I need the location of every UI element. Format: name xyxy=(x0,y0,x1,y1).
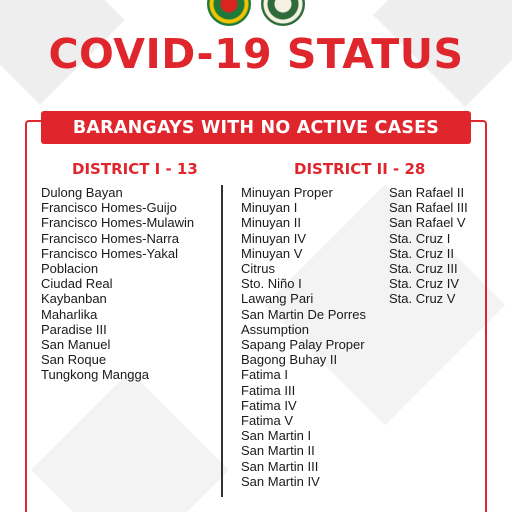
barangay-item: Minuyan V xyxy=(241,245,303,261)
barangay-item: Sta. Cruz II xyxy=(389,245,455,261)
column-divider xyxy=(221,185,223,497)
district-1-heading: DISTRICT I - 13 xyxy=(72,160,198,178)
district-2-heading: DISTRICT II - 28 xyxy=(294,160,426,178)
barangay-item: Paradise III xyxy=(41,321,107,337)
district-2-list-b xyxy=(389,185,468,307)
barangay-item: Tungkong Mangga xyxy=(41,367,149,383)
barangay-item: Sta. Cruz IV xyxy=(389,276,460,292)
barangay-item: Assumption xyxy=(241,321,309,337)
barangay-item: Minuyan Proper xyxy=(241,185,333,200)
barangay-item: Minuyan IV xyxy=(241,230,307,246)
barangay-item: San Martin IV xyxy=(241,473,320,489)
barangay-item: Francisco Homes-Yakal xyxy=(41,245,179,261)
barangay-item: San Martin III xyxy=(241,458,319,474)
barangay-item: Sto. Niño I xyxy=(241,276,302,292)
barangay-item: Francisco Homes-Guijo xyxy=(41,200,177,216)
barangay-item: San Manuel xyxy=(41,337,111,353)
barangay-item: Bagong Buhay II xyxy=(241,352,338,368)
barangay-item: Minuyan II xyxy=(241,215,301,231)
barangay-item: Lawang Pari xyxy=(241,291,314,307)
section-banner xyxy=(41,111,471,144)
barangay-item: Kaybanban xyxy=(41,291,107,307)
barangay-item: Fatima III xyxy=(241,382,296,398)
barangay-item: San Rafael II xyxy=(389,185,465,200)
banner-label: BARANGAYS WITH NO ACTIVE CASES xyxy=(72,117,440,138)
barangay-item: Fatima I xyxy=(241,367,288,383)
barangay-item: Fatima V xyxy=(241,413,294,429)
barangay-item: Dulong Bayan xyxy=(41,185,123,200)
barangay-item: Fatima IV xyxy=(241,397,297,413)
page-title: COVID-19 STATUS xyxy=(48,30,464,78)
barangay-item: Minuyan I xyxy=(241,200,298,216)
district-1-list xyxy=(41,185,194,383)
barangay-item: Sta. Cruz V xyxy=(389,291,456,307)
barangay-item: Poblacion xyxy=(41,261,99,277)
district-2-list-a xyxy=(241,185,366,489)
seal-logos xyxy=(0,0,512,28)
barangay-item: San Martin II xyxy=(241,443,315,459)
barangay-item: San Rafael V xyxy=(389,215,466,231)
city-seal-logo xyxy=(207,0,251,26)
barangay-item: Sta. Cruz III xyxy=(389,261,458,277)
barangay-item: Sta. Cruz I xyxy=(389,230,451,246)
barangay-item: San Rafael III xyxy=(389,200,468,216)
barangay-item: San Martin I xyxy=(241,428,312,444)
agency-seal-logo xyxy=(261,0,305,26)
barangay-item: Ciudad Real xyxy=(41,276,113,292)
barangay-item: San Roque xyxy=(41,352,107,368)
barangay-item: Maharlika xyxy=(41,306,98,322)
barangay-item: Francisco Homes-Narra xyxy=(41,230,179,246)
barangay-item: Citrus xyxy=(241,261,275,277)
barangay-item: San Martin De Porres xyxy=(241,306,366,322)
barangay-item: Sapang Palay Proper xyxy=(241,337,365,353)
barangay-item: Francisco Homes-Mulawin xyxy=(41,215,195,231)
